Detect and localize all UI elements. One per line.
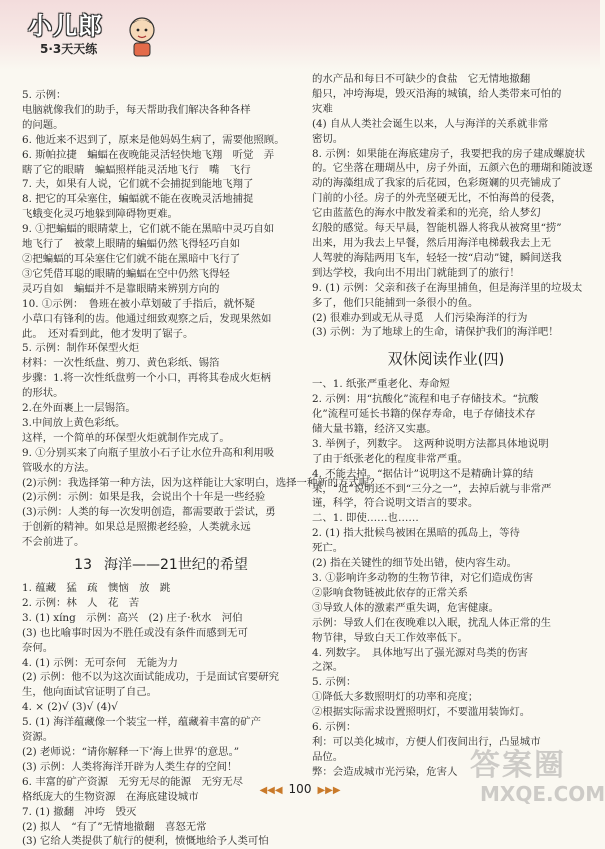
left-line: 3. (1) xíng 示例：高兴 (2) 庄子·秋水 河伯 [22, 611, 243, 624]
left-line: 的形状。 [22, 387, 64, 400]
right-column [312, 72, 593, 780]
left-line: 于创新的精神。如果总是照搬老经验，人类就永远 [22, 521, 251, 534]
left-line: 7. 夫，如果有人说，它们就不会捕捉到能地飞翔了 [22, 178, 254, 191]
watermark-url: MXQE.COM [480, 782, 605, 806]
left-line: 4. × (2)√ (3)√ (4)√ [22, 701, 118, 714]
logo [10, 4, 160, 66]
section-title-weekend: 双休阅读作业(四) [387, 350, 505, 369]
logo-title: 小儿郎 [28, 12, 103, 40]
left-line: 2.在外面裹上一层锡箔。 [22, 402, 136, 415]
right-line: 幻般的感觉。每天早晨，智能机器人将我从被窝里“捞” [312, 222, 562, 235]
right-line: (3) 示例：为了地球上的生命，请保护我们的海洋吧！ [312, 326, 559, 339]
left-line: (2)示例：示例：如果是我，会说出个十年是一些经验 [22, 491, 266, 504]
right-line: 4. 列数字。 具体地写出了强光源对鸟类的伤害 [312, 646, 528, 659]
right-line: (2) 很难办到或无从寻觅 人们污染海洋的行为 [312, 311, 528, 324]
left-line: 2. 示例：林 人 花 苦 [22, 596, 140, 609]
left-line: 格纸庞大的生物资源 在海底建设城市 [22, 790, 199, 803]
left-line: 管吸水的方法。 [22, 461, 95, 474]
left-line: 的问题。 [22, 118, 64, 131]
left-line: 资源。 [22, 731, 54, 744]
right-line: 它由蓝蓝色的海水中散发着柔和的光亮，给人梦幻 [312, 207, 541, 220]
left-line: 5. 示例：制作环保型火炬 [22, 342, 140, 355]
right-line: 之深。 [312, 661, 344, 674]
right-line: (2) 指在关键性的细节处出错，使内容生动。 [312, 557, 518, 570]
left-line: 4. (1) 示例：无可奈何 无能为力 [22, 656, 178, 669]
page-footer [0, 782, 600, 796]
watermark: 答案圈 [470, 748, 566, 783]
right-line: 储大量书籍，经济又实惠。 [312, 422, 437, 435]
left-line: ③它凭借耳聪的眼睛的蝙蝠在空中仍然飞得轻 [22, 267, 230, 280]
left-line: 5. 示例： [22, 89, 67, 101]
left-line: 5. (1) 海洋蕴藏像一个装宝一样，蕴藏着丰富的矿产 [22, 716, 262, 729]
left-line: (2)示例：我选择第一种方法，因为这样能让大家明白，选择一种新的方式呢？ [22, 476, 380, 489]
right-line: ③导致人体的激素严重失调，危害健康。 [312, 601, 500, 614]
right-line: 示例：导致人们在夜晚难以入眠，扰乱人体正常的生 [312, 616, 551, 629]
right-line: ②根据实际需求设置照明灯，不要滥用装饰灯。 [312, 706, 531, 719]
right-line: ②影响食物链被此依存的正常关系 [312, 586, 468, 599]
right-line: 到达学校，我向出不用出门就能到了的旅行！ [312, 266, 520, 279]
right-line: 化”流程可延长书籍的保存寿命，电子存储技术存 [312, 408, 536, 421]
left-line: 6. 丰富的矿产资源 无穷无尽的能源 无穷无尽 [22, 775, 244, 788]
left-line: 6. 他近来不迟到了，原来是他妈妈生病了，需要他照顾。 [22, 133, 285, 146]
right-line: 谨，科学，符合说明文语言的要求。 [312, 497, 479, 510]
right-line: ①降低大多数照明灯的功率和亮度； [312, 691, 479, 704]
left-line: (2) 老师说：“请你解释一下‘海上世界’的意思。” [22, 745, 240, 758]
right-line: 人驾驶的海陆两用飞车，轻轻一按“启动”键，瞬间送我 [312, 251, 562, 264]
left-line: (2) 示例：他不以为这次面试能成功，于是面试官要研究 [22, 671, 280, 684]
right-line: 果，“近”说明还不到“三分之一”，去掉后就与非常严 [312, 482, 552, 495]
right-line: 死亡。 [312, 542, 344, 555]
left-line: 3.中间放上黄色彩纸。 [22, 416, 126, 429]
left-line: 6. 斯帕拉捷 蝙蝠在夜晚能灵活轻快地飞翔 听觉 弄 [22, 148, 275, 161]
right-line: 物节律，导致白天工作效率低下。 [312, 631, 468, 644]
left-line: (3) 也比喻事时因为不胜任或没有条件而感到无可 [22, 626, 248, 639]
right-line: 灾难 [312, 102, 333, 115]
logo-subtitle: 5·3天天练 [40, 42, 98, 56]
left-line: 飞蛾变化灵巧地躲到障碍物更难。 [22, 208, 178, 221]
left-line: 地飞行了 被蒙上眼睛的蝙蝠仍然飞得轻巧自如 [22, 238, 241, 251]
right-line: 弊：会造成城市光污染，危害人 [312, 765, 458, 778]
right-line: 一、1. 纸张严重老化、寿命短 [312, 378, 450, 391]
page-number: 100 [288, 782, 312, 796]
left-line: 10. ①示例： 鲁班在被小草划破了手指后，就怀疑 [22, 297, 255, 310]
right-line: 5. 示例： [312, 676, 357, 689]
prev-arrows-icon: ◀◀◀ [259, 785, 283, 796]
left-line: 7. (1) 撤翻 冲垮 毁灭 [22, 805, 137, 818]
right-line: 9. (1) 示例：父亲和孩子在海里捕鱼，但是海洋里的垃圾太 [312, 281, 583, 294]
right-line: 出来，用为我去上早餐，然后用海洋电梯载我去上无 [312, 236, 551, 249]
left-line: 瞎了它的眼睛 蝙蝠照样能灵活地飞行 嘴 飞行 [22, 163, 251, 176]
left-line: 1. 蕴藏 猛 疏 懊恼 放 跳 [22, 582, 171, 594]
left-line: (2) 拟人 “有了”无情地撤翻 喜怒无常 [22, 820, 207, 833]
right-line: 多了，他们只能捕到一条很小的鱼。 [312, 296, 479, 309]
right-line: 二、1. 即使……也…… [312, 512, 419, 525]
right-line: 密切。 [312, 132, 344, 145]
right-line: 的。它坐落在珊瑚丛中，房子外面，五颜六色的珊瑚和随波逐 [312, 162, 593, 175]
right-line: (4) 自从人类社会诞生以来，人与海洋的关系就非常 [312, 117, 549, 130]
left-line: 电脑就像我们的助手，每天帮助我们解决各种各样 [22, 103, 251, 116]
right-line: 的水产品和每日不可缺少的食盐 它无情地撤翻 [312, 73, 531, 85]
section-heading: 海洋——21世纪的希望 [104, 557, 248, 574]
next-arrows-icon: ▶▶▶ [317, 785, 341, 796]
right-line: 6. 示例： [312, 721, 357, 734]
left-line: 材料：一次性纸盘、剪刀、黄色彩纸、锡箔 [22, 357, 220, 370]
right-line: 2. 示例：用“抗酸化”流程和电子存储技术。“抗酸 [312, 393, 539, 406]
left-line: 这样，一个简单的环保型火炬就制作完成了。 [22, 431, 230, 444]
right-line: 品位。 [312, 750, 344, 763]
right-line: 3. 举例子，列数字。 这两种说明方法都具体地说明 [312, 437, 549, 450]
left-line: (3) 示例：人类将海洋开辟为人类生存的空间！ [22, 760, 238, 773]
left-line: 8. 把它的耳朵塞住，蝙蝠就不能在夜晚灵活地捕捉 [22, 193, 254, 206]
right-line: 4. 不能去掉。“据估计”说明这不是精确计算的结 [312, 467, 534, 480]
right-line: 利：可以美化城市，方便人们夜间出行，凸显城市 [312, 735, 541, 748]
left-line: 9. ①把蝙蝠的眼睛蒙上，它们就不能在黑暗中灵巧自如 [22, 223, 275, 236]
left-line: 灵巧自如 蝙蝠并不是靠眼睛来辨别方向的 [22, 282, 220, 295]
section-number: 13 [74, 557, 92, 574]
mascot-icon [125, 14, 159, 58]
right-line: 3. ①影响许多动物的生物节律，对它们造成伤害 [312, 572, 534, 584]
left-line: 9. ①分别买来了向瓶子里放小石子让水位升高和利用吸 [22, 446, 275, 459]
left-line: ②把蝙蝠的耳朵塞住它们就不能在黑暗中飞行了 [22, 252, 241, 265]
left-line: 步骤：1.将一次性纸盘剪一个小口，再将其卷成火炬柄 [22, 372, 271, 385]
left-line: (3)示例：人类的每一次发明创造，都需要敢于尝试，勇 [22, 506, 276, 519]
left-line: 生，他向面试官证明了自己。 [22, 686, 158, 699]
right-line: 了由于纸张老化的程度非常严重。 [312, 452, 468, 465]
right-line: 2. (1) 指大批候鸟被困在黑暗的孤岛上，等待 [312, 527, 520, 540]
left-line: 此。 还对看到此，他才发明了锯子。 [22, 327, 194, 340]
left-line: 不会前进了。 [22, 536, 85, 549]
right-line: 8. 示例：如果能在海底建房子，我要把我的房子建成螺旋状 [312, 147, 585, 160]
right-line: 动的海藻组成了我家的后花园，色彩斑斓的贝壳铺成了 [312, 177, 562, 190]
left-line: 小草口有锋利的齿。他通过细致观察之后，发现果然如 [22, 312, 272, 325]
right-line: 船只，冲垮海堤，毁灭沿海的城镇，给人类带来可怕的 [312, 87, 562, 100]
left-line: 奈何。 [22, 641, 54, 654]
section-title [22, 558, 300, 573]
left-line: (3) 它给人类提供了航行的便利，愤慨地给予人类可怕 [22, 835, 269, 848]
right-line: 门前的小径。房子的外壳坚硬无比，不怕海兽的侵袭， [312, 192, 562, 205]
